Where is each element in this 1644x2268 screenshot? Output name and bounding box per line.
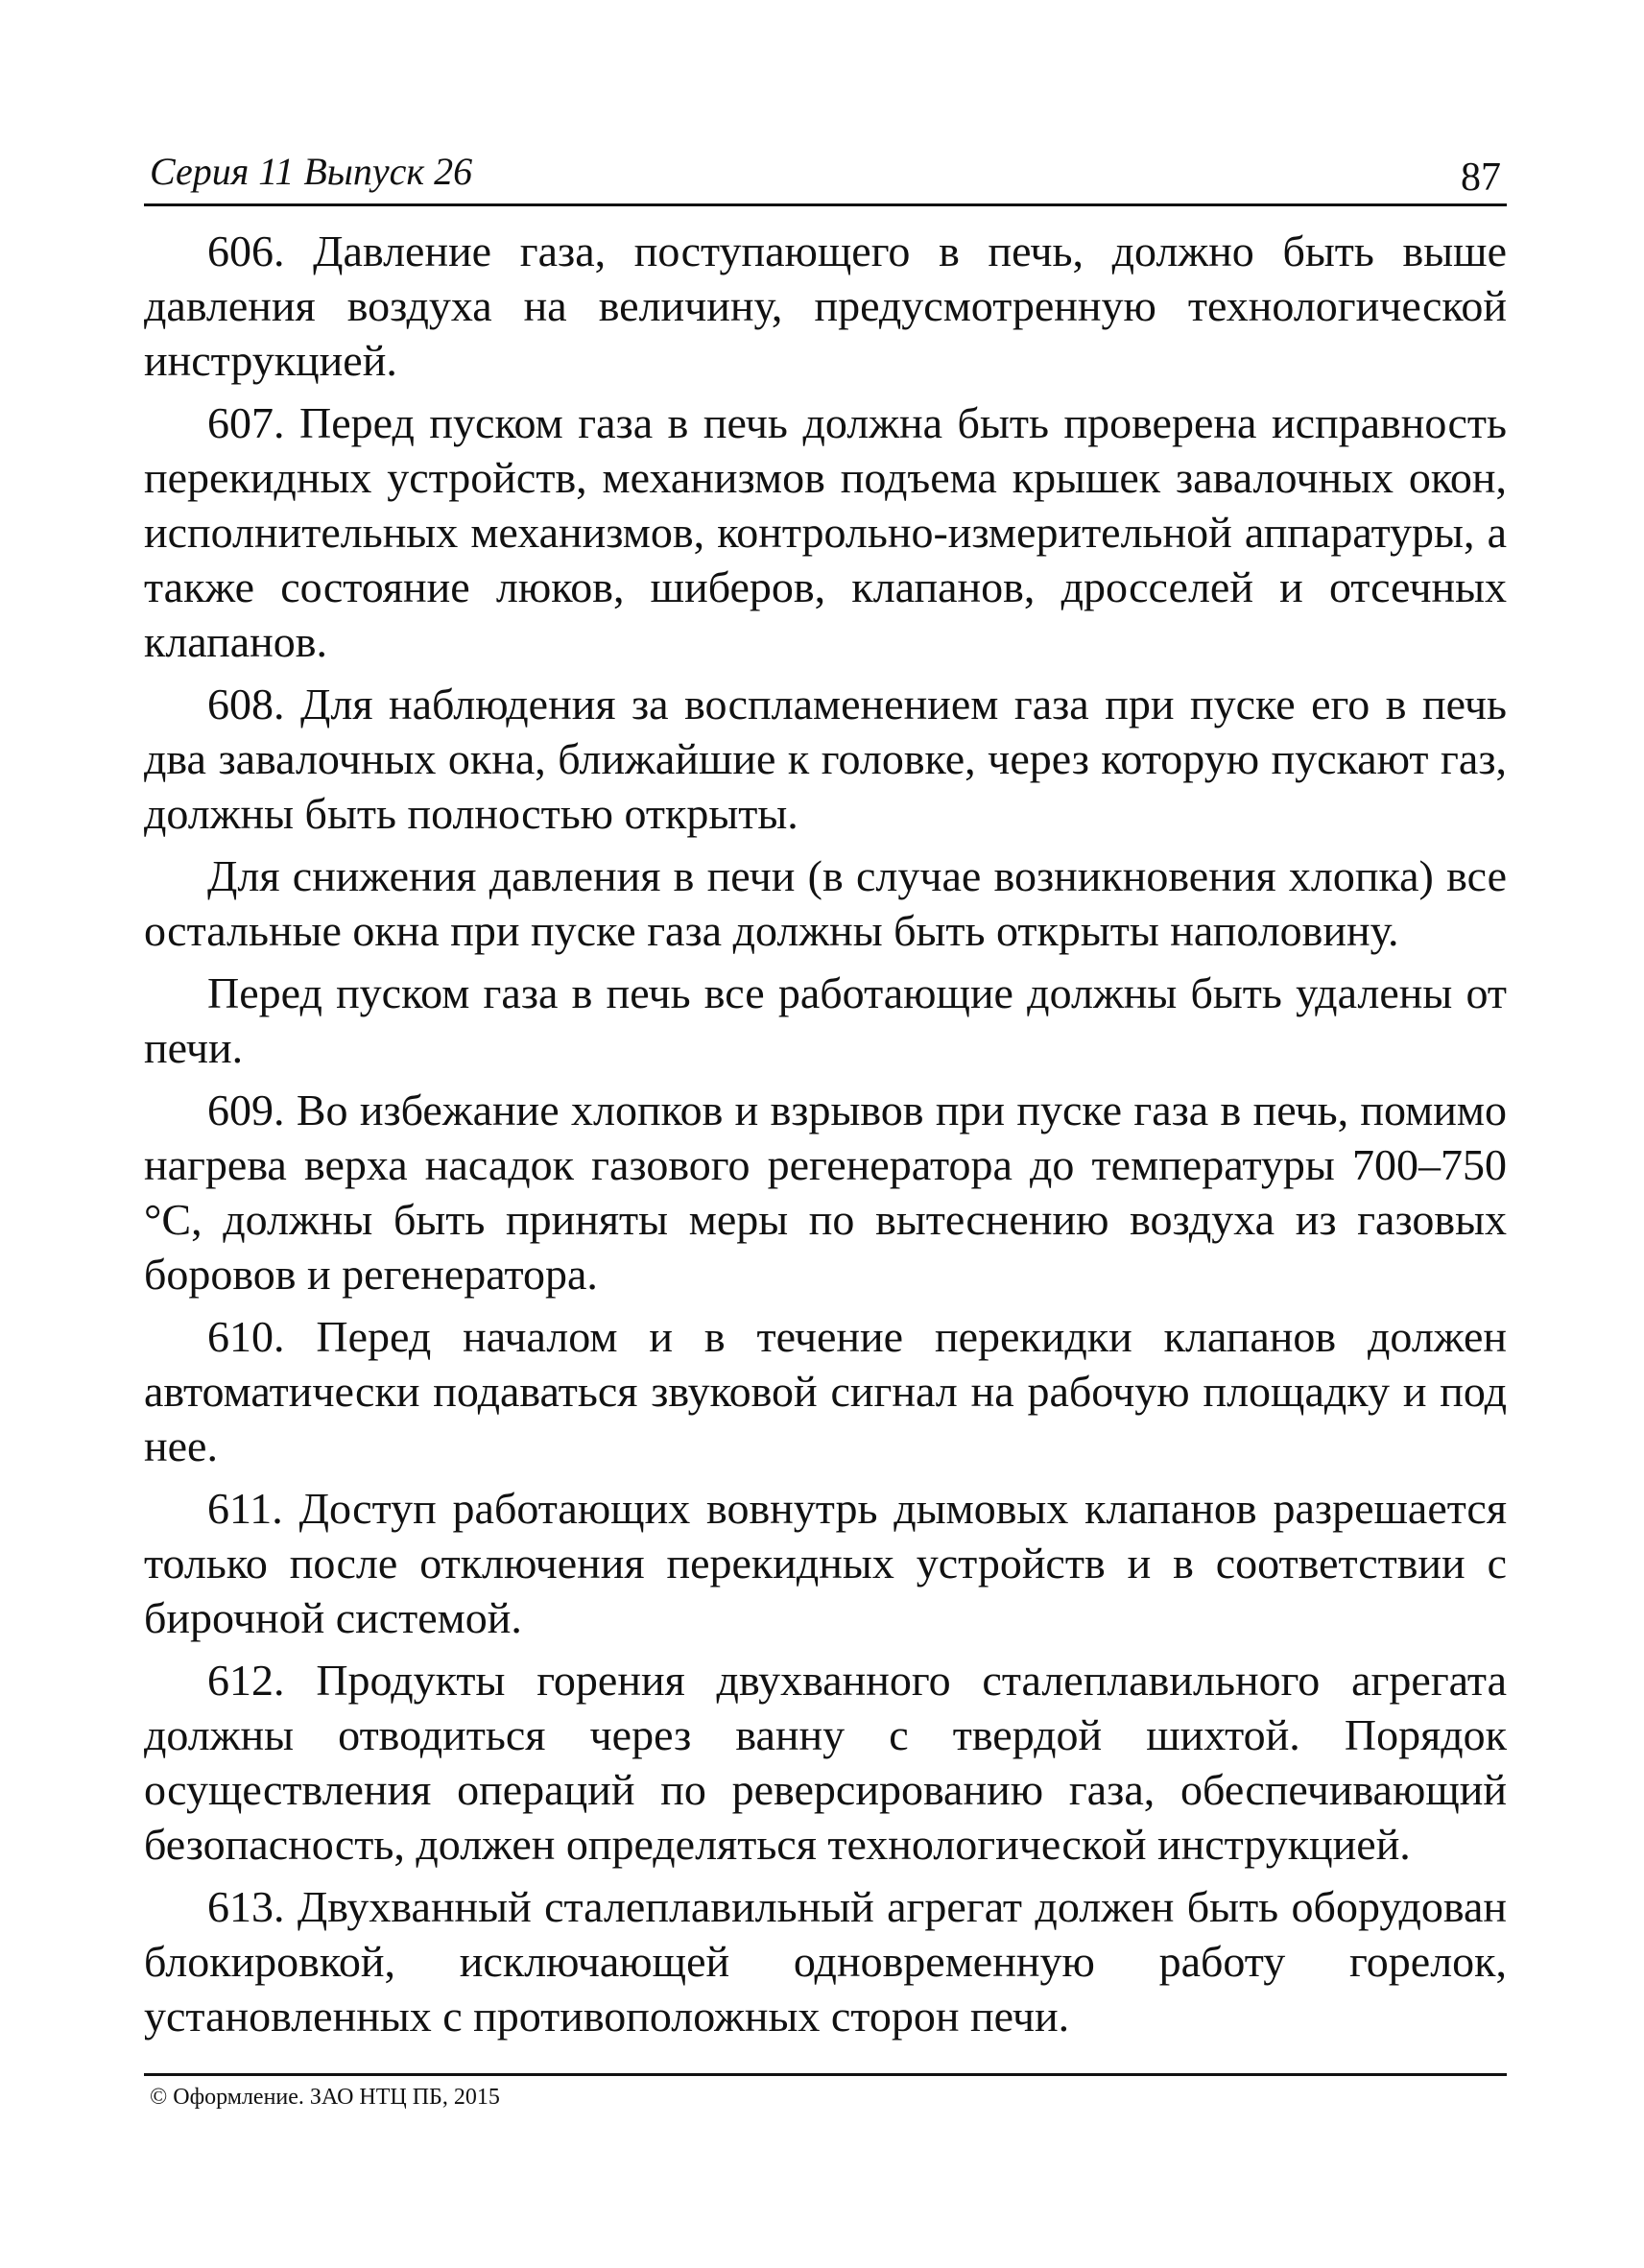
paragraph-606: 606. Давление газа, поступающего в печь, должно быть выше давления воздуха на величину, предусмотренную технологической инструкцией. — [144, 227, 1507, 385]
paragraph-609: 609. Во избежание хлопков и взрывов при пуске газа в печь, помимо нагрева верха насадок газового регенератора до температуры 700–750 °С, должны быть приняты меры по вытеснению воздуха из газовых боровов и регенератора. — [144, 1086, 1507, 1299]
running-header — [144, 144, 1507, 206]
footer-divider — [144, 2073, 1507, 2076]
paragraph-607: 607. Перед пуском газа в печь должна быть проверена исправность перекидных устройств, механизмов подъема крышек завалочных окон, исполнительных механизмов, контрольно-измерительной аппаратуры, а также состояние люков, шиберов, клапанов, дросселей и отсечных клапанов. — [144, 398, 1507, 666]
body-text — [144, 224, 1507, 2043]
paragraph-608-pressure: Для снижения давления в печи (в случае возникновения хлопка) все остальные окна при пуске газа должны быть открыты наполовину. — [144, 851, 1507, 955]
paragraph-613: 613. Двухванный сталеплавильный агрегат должен быть оборудован блокировкой, исключающей одновременную работу горелок, установленных с противоположных сторон печи. — [144, 1882, 1507, 2041]
paragraph-608-workers: Перед пуском газа в печь все работающие должны быть удалены от печи. — [144, 968, 1507, 1072]
paragraph-611: 611. Доступ работающих вовнутрь дымовых клапанов разрешается только после отключения перекидных устройств и в соответствии с бирочной системой. — [144, 1484, 1507, 1642]
series-title: Серия 11 Выпуск 26 — [150, 150, 473, 193]
paragraph-608: 608. Для наблюдения за воспламенением газа при пуске его в печь два завалочных окна, ближайшие к головке, через которую пускают газ, должны быть полностью открыты. — [144, 680, 1507, 838]
copyright-footer: © Оформление. ЗАО НТЦ ПБ, 2015 — [150, 2085, 500, 2110]
paragraph-610: 610. Перед началом и в течение перекидки клапанов должен автоматически подаваться звуковой сигнал на рабочую площадку и под нее. — [144, 1312, 1507, 1470]
page-number: 87 — [1461, 155, 1501, 200]
document-page — [144, 144, 1507, 2051]
paragraph-612: 612. Продукты горения двухванного сталеплавильного агрегата должны отводиться через ванну с твердой шихтой. Порядок осуществления операций по реверсированию газа, обеспечивающий безопасность, должен определяться технологической инструкцией. — [144, 1656, 1507, 1869]
